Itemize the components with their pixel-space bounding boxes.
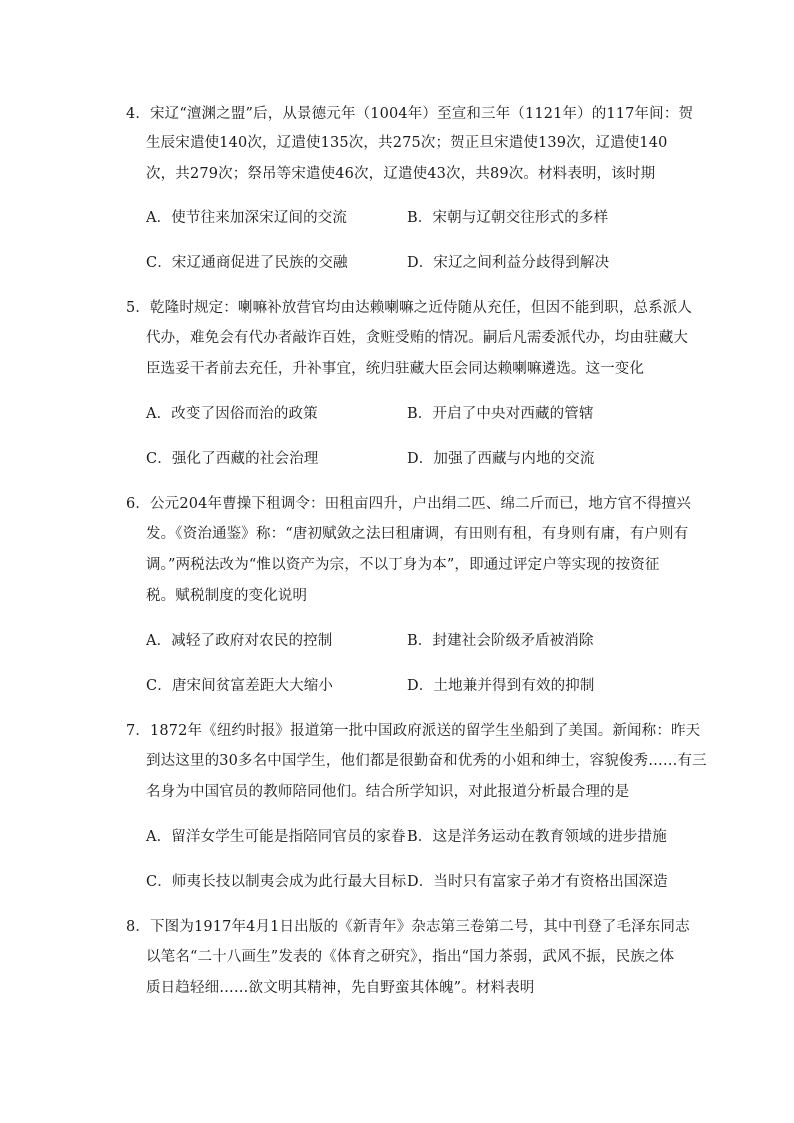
question-6-line-3: 调。”两税法改为“惟以资产为宗，不以丁身为本”，即通过评定户等实现的按资征 [146, 557, 660, 573]
question-5-option-a[interactable]: A．改变了因俗而治的政策 [146, 406, 318, 422]
question-7-option-b[interactable]: B．这是洋务运动在教育领域的进步措施 [407, 829, 667, 845]
question-5-option-d[interactable]: D．加强了西藏与内地的交流 [407, 451, 595, 467]
question-6-option-d[interactable]: D．土地兼并得到有效的抑制 [407, 678, 595, 694]
question-7-option-d[interactable]: D．当时只有富家子弟才有资格出国深造 [407, 874, 668, 890]
question-6-line-2: 发。《资治通鉴》称：“唐初赋敛之法曰租庸调，有田则有租，有身则有庸，有户则有 [146, 526, 689, 542]
question-6-option-b[interactable]: B．封建社会阶级矛盾被消除 [407, 633, 594, 649]
question-7-line-1: 7．1872年《纽约时报》报道第一批中国政府派送的留学生坐船到了美国。新闻称：昨天 [126, 723, 701, 739]
question-4-option-d[interactable]: D．宋辽之间利益分歧得到解决 [407, 255, 610, 271]
question-4-line-3: 次，共279次；祭吊等宋遣使46次，辽遣使43次，共89次。材料表明，该时期 [146, 166, 656, 182]
question-4-line-1: 4．宋辽“澶渊之盟”后，从景德元年（1004年）至宣和三年（1121年）的117年间：贺 [126, 106, 694, 122]
question-6-option-a[interactable]: A．减轻了政府对农民的控制 [146, 633, 333, 649]
question-6-line-1: 6．公元204年曹操下租调令：田租亩四升，户出绢二匹、绵二斤而已，地方官不得擅兴 [126, 496, 691, 512]
question-4-line-2: 生辰宋遣使140次，辽遣使135次，共275次；贺正旦宋遣使139次，辽遣使140 [146, 135, 668, 151]
question-5-line-2: 代办，难免会有代办者敲诈百姓，贪赃受贿的情况。嗣后凡需委派代办，均由驻藏大 [146, 330, 689, 346]
question-7-option-a[interactable]: A．留洋女学生可能是指陪同官员的家眷 [146, 829, 406, 845]
question-4-option-a[interactable]: A．使节往来加深宋辽间的交流 [146, 210, 348, 226]
question-5-line-1: 5．乾隆时规定：喇嘛补放营官均由达赖喇嘛之近侍随从充任，但因不能到职，总系派人 [126, 300, 693, 316]
question-5-option-b[interactable]: B．开启了中央对西藏的管辖 [407, 406, 594, 422]
question-7-line-3: 名身为中国官员的教师陪同他们。结合所学知识，对此报道分析最合理的是 [146, 784, 630, 800]
question-7-line-2: 到达这里的30多名中国学生，他们都是很勤奋和优秀的小姐和绅士，容貌俊秀……有三 [146, 753, 707, 769]
question-6-line-4: 税。赋税制度的变化说明 [146, 588, 308, 604]
question-7-option-c[interactable]: C．师夷长技以制夷会成为此行最大目标 [146, 874, 407, 890]
question-8-line-3: 质日趋轻细……欲文明其精神，先自野蛮其体魄”。材料表明 [146, 980, 535, 996]
question-4-option-c[interactable]: C．宋辽通商促进了民族的交融 [146, 255, 348, 271]
question-5-option-c[interactable]: C．强化了西藏的社会治理 [146, 451, 319, 467]
question-6-option-c[interactable]: C．唐宋间贫富差距大大缩小 [146, 678, 334, 694]
question-8-line-2: 以笔名“二十八画生”发表的《体育之研究》，指出“国力茶弱，武风不振，民族之体 [146, 949, 675, 965]
question-5-line-3: 臣选妥干者前去充任，升补事宜，统归驻藏大臣会同达赖喇嘛遴选。这一变化 [146, 361, 645, 377]
question-4-option-b[interactable]: B．宋朝与辽朝交往形式的多样 [407, 210, 609, 226]
question-8-line-1: 8．下图为1917年4月1日出版的《新青年》杂志第三卷第二号，其中刊登了毛泽东同志 [126, 919, 690, 935]
